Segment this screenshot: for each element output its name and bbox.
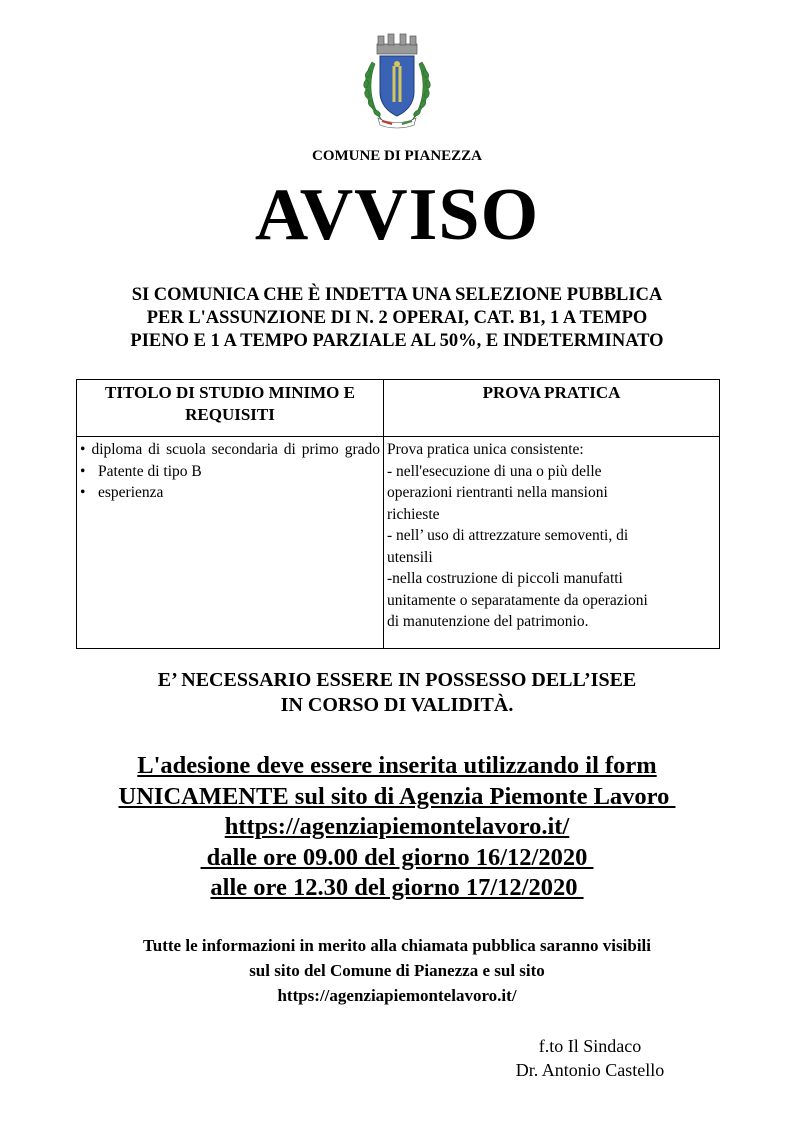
requirement-text: Patente di tipo B (98, 462, 202, 480)
info-line: sul sito del Comune di Pianezza e sul sito (249, 961, 545, 980)
table-row (77, 437, 720, 649)
submission-line: L'adesione deve essere inserita utilizzando il form (137, 752, 657, 779)
municipal-crest (358, 32, 436, 130)
submission-instructions (0, 751, 794, 904)
signature-name: Dr. Antonio Castello (515, 1060, 665, 1080)
practical-test-line: operazioni rientranti nella mansioni (387, 484, 608, 501)
info-link[interactable]: https://agenziapiemontelavoro.it/ (277, 986, 517, 1005)
submission-line: UNICAMENTE sul sito di Agenzia Piemonte Lavoro (118, 782, 676, 810)
table-header-row (77, 380, 720, 437)
bullet-icon: • (80, 441, 86, 458)
practical-test-cell (384, 437, 720, 649)
submission-link[interactable]: https://agenziapiemontelavoro.it/ (224, 813, 570, 840)
list-item (80, 439, 380, 461)
intro-line: PER L'ASSUNZIONE DI N. 2 OPERAI, CAT. B1, 1 A TEMPO (146, 308, 648, 328)
bullet-icon: • (80, 462, 86, 480)
requirements-cell (77, 437, 384, 649)
submission-start-date: dalle ore 09.00 del giorno 16/12/2020 (200, 843, 594, 871)
announcement-intro (60, 284, 734, 353)
signature-role: f.to Il Sindaco (538, 1036, 642, 1056)
info-notice (0, 933, 794, 1008)
practical-test-line: utensili (387, 548, 433, 566)
isee-line: IN CORSO DI VALIDITÀ. (280, 694, 514, 716)
info-line: Tutte le informazioni in merito alla chiamata pubblica saranno visibili (143, 936, 651, 955)
column-header-requirements: TITOLO DI STUDIO MINIMO E REQUISITI (77, 380, 384, 437)
requirement-text: esperienza (98, 484, 164, 501)
practical-test-line: richieste (387, 505, 440, 523)
practical-test-line: di manutenzione del patrimonio. (387, 613, 589, 630)
signature-block (480, 1034, 700, 1082)
column-header-practical-test: PROVA PRATICA (384, 380, 720, 437)
submission-end-date: alle ore 12.30 del giorno 17/12/2020 (210, 874, 584, 901)
intro-line: SI COMUNICA CHE È INDETTA UNA SELEZIONE PUBBLICA (131, 285, 663, 305)
intro-line: PIENO E 1 A TEMPO PARZIALE AL 50%, E INDETERMINATO (130, 331, 664, 351)
practical-test-line: - nell'esecuzione di una o più delle (387, 462, 602, 480)
practical-test-line: Prova pratica unica consistente: (387, 441, 584, 458)
bullet-icon: • (80, 484, 86, 501)
municipality-name: COMUNE DI PIANEZZA (311, 148, 482, 164)
page-title: AVVISO (254, 174, 540, 256)
list-item (80, 461, 380, 483)
requirement-text: diploma di scuola secondaria di primo grado (91, 441, 380, 458)
requirements-table (76, 379, 720, 649)
practical-test-line: unitamente o separatamente da operazioni (387, 591, 648, 609)
practical-test-line: -nella costruzione di piccoli manufatti (387, 570, 623, 587)
isee-notice (0, 668, 794, 718)
isee-line: E’ NECESSARIO ESSERE IN POSSESSO DELL’ISEE (157, 669, 637, 691)
list-item (80, 482, 380, 504)
practical-test-line: - nell’ uso di attrezzature semoventi, di (387, 527, 629, 544)
